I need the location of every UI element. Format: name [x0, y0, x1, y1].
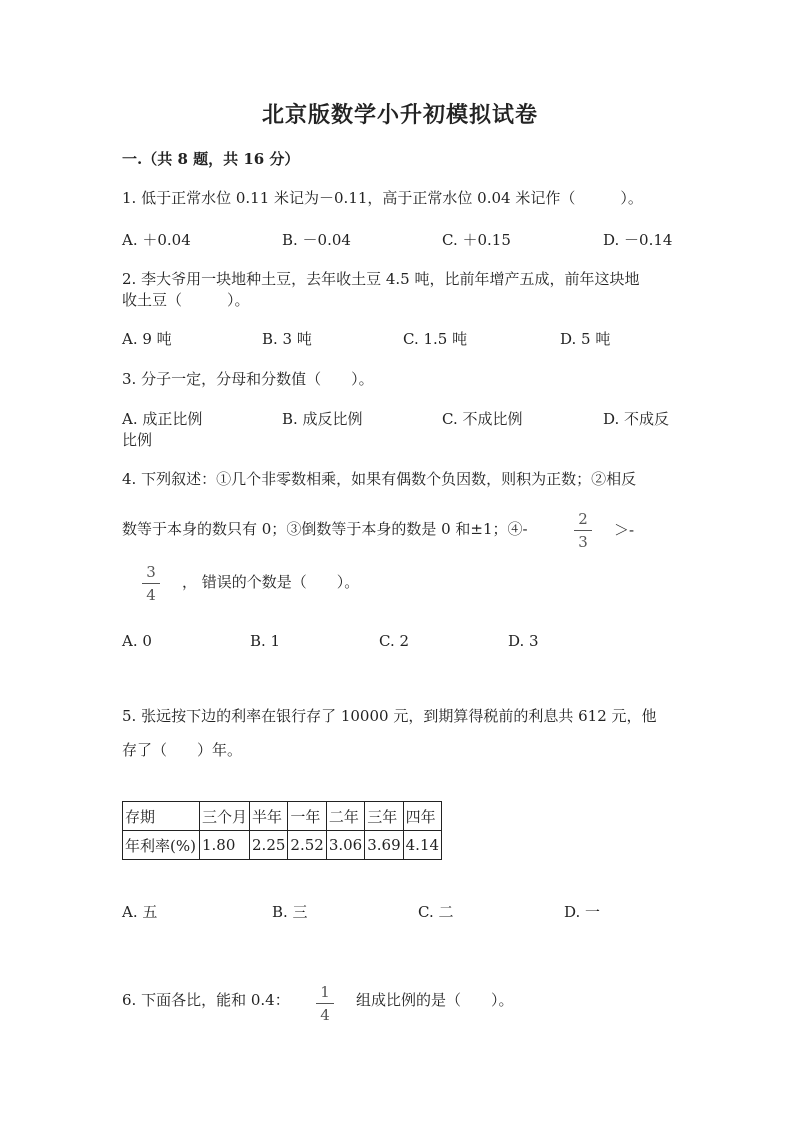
fraction-three-quarters	[142, 563, 160, 604]
fraction-one-quarter	[316, 983, 334, 1024]
q3-option-b[interactable]: B. 成反比例	[282, 410, 363, 428]
table-cell: 1.80	[200, 831, 250, 860]
q3-option-d-wrap: 比例	[122, 431, 153, 449]
fraction-denominator: 3	[578, 533, 588, 551]
table-cell: 3.69	[365, 831, 403, 860]
q3-option-d[interactable]: D. 不成反	[603, 410, 670, 428]
question-1-text: 1. 低于正常水位 0.11 米记为－0.11，高于正常水位 0.04 米记作（ ）。	[122, 189, 643, 207]
fraction-numerator: 1	[316, 983, 334, 1004]
question-5-line1: 5. 张远按下边的利率在银行存了 10000 元，到期算得税前的利息共 612 元，他	[122, 707, 657, 725]
fraction-numerator: 2	[574, 510, 592, 531]
question-4-line2: 数等于本身的数只有 0；③倒数等于本身的数是 0 和±1；④-	[122, 520, 528, 538]
fraction-two-thirds	[574, 510, 592, 551]
table-row	[123, 802, 442, 831]
q5-option-b[interactable]: B. 三	[272, 903, 308, 921]
q5-option-a[interactable]: A. 五	[122, 903, 158, 921]
q3-option-a[interactable]: A. 成正比例	[122, 410, 203, 428]
q2-option-a[interactable]: A. 9 吨	[122, 330, 172, 348]
q1-option-a[interactable]: A. ＋0.04	[122, 231, 191, 249]
q2-option-d[interactable]: D. 5 吨	[560, 330, 611, 348]
section-heading: 一.（共 8 题，共 16 分）	[122, 150, 300, 168]
fraction-denominator: 4	[320, 1006, 330, 1024]
fraction-numerator: 3	[142, 563, 160, 584]
table-header-cell: 二年	[326, 802, 364, 831]
table-header-cell: 一年	[288, 802, 326, 831]
q1-option-d[interactable]: D. －0.14	[603, 231, 673, 249]
q4-option-a[interactable]: A. 0	[122, 632, 152, 650]
q2-option-c[interactable]: C. 1.5 吨	[403, 330, 468, 348]
question-3-text: 3. 分子一定，分母和分数值（ ）。	[122, 370, 374, 388]
q2-option-b[interactable]: B. 3 吨	[262, 330, 312, 348]
q5-option-d[interactable]: D. 一	[564, 903, 601, 921]
q5-option-c[interactable]: C. 二	[418, 903, 454, 921]
q3-option-c[interactable]: C. 不成比例	[442, 410, 523, 428]
table-cell: 3.06	[326, 831, 364, 860]
interest-rate-table	[122, 801, 442, 860]
question-4-line1: 4. 下列叙述：①几个非零数相乘，如果有偶数个负因数，则积为正数；②相反	[122, 470, 637, 488]
table-cell: 4.14	[403, 831, 441, 860]
table-cell: 2.25	[250, 831, 288, 860]
table-row	[123, 831, 442, 860]
page-title: 北京版数学小升初模拟试卷	[261, 102, 538, 128]
q1-option-c[interactable]: C. ＋0.15	[442, 231, 511, 249]
table-header-cell: 三年	[365, 802, 403, 831]
table-header-cell: 半年	[250, 802, 288, 831]
question-4-line3: ， 错误的个数是（ ）。	[182, 573, 360, 591]
q4-greater-than: ＞-	[614, 521, 635, 539]
question-2-line2: 收土豆（ ）。	[122, 291, 250, 309]
question-2-line1: 2. 李大爷用一块地种土豆，去年收土豆 4.5 吨，比前年增产五成，前年这块地	[122, 270, 640, 288]
table-cell: 年利率(%)	[123, 831, 200, 860]
table-header-cell: 三个月	[200, 802, 250, 831]
question-6-text: 6. 下面各比，能和 0.4：	[122, 991, 290, 1009]
q4-option-c[interactable]: C. 2	[379, 632, 410, 650]
q4-option-d[interactable]: D. 3	[508, 632, 539, 650]
fraction-denominator: 4	[146, 586, 156, 604]
table-cell: 2.52	[288, 831, 326, 860]
q1-option-b[interactable]: B. －0.04	[282, 231, 351, 249]
table-header-cell: 四年	[403, 802, 441, 831]
q4-option-b[interactable]: B. 1	[250, 632, 281, 650]
table-header-cell: 存期	[123, 802, 200, 831]
question-5-line2: 存了（ ）年。	[122, 741, 243, 759]
question-6-tail: 组成比例的是（ ）。	[356, 991, 514, 1009]
